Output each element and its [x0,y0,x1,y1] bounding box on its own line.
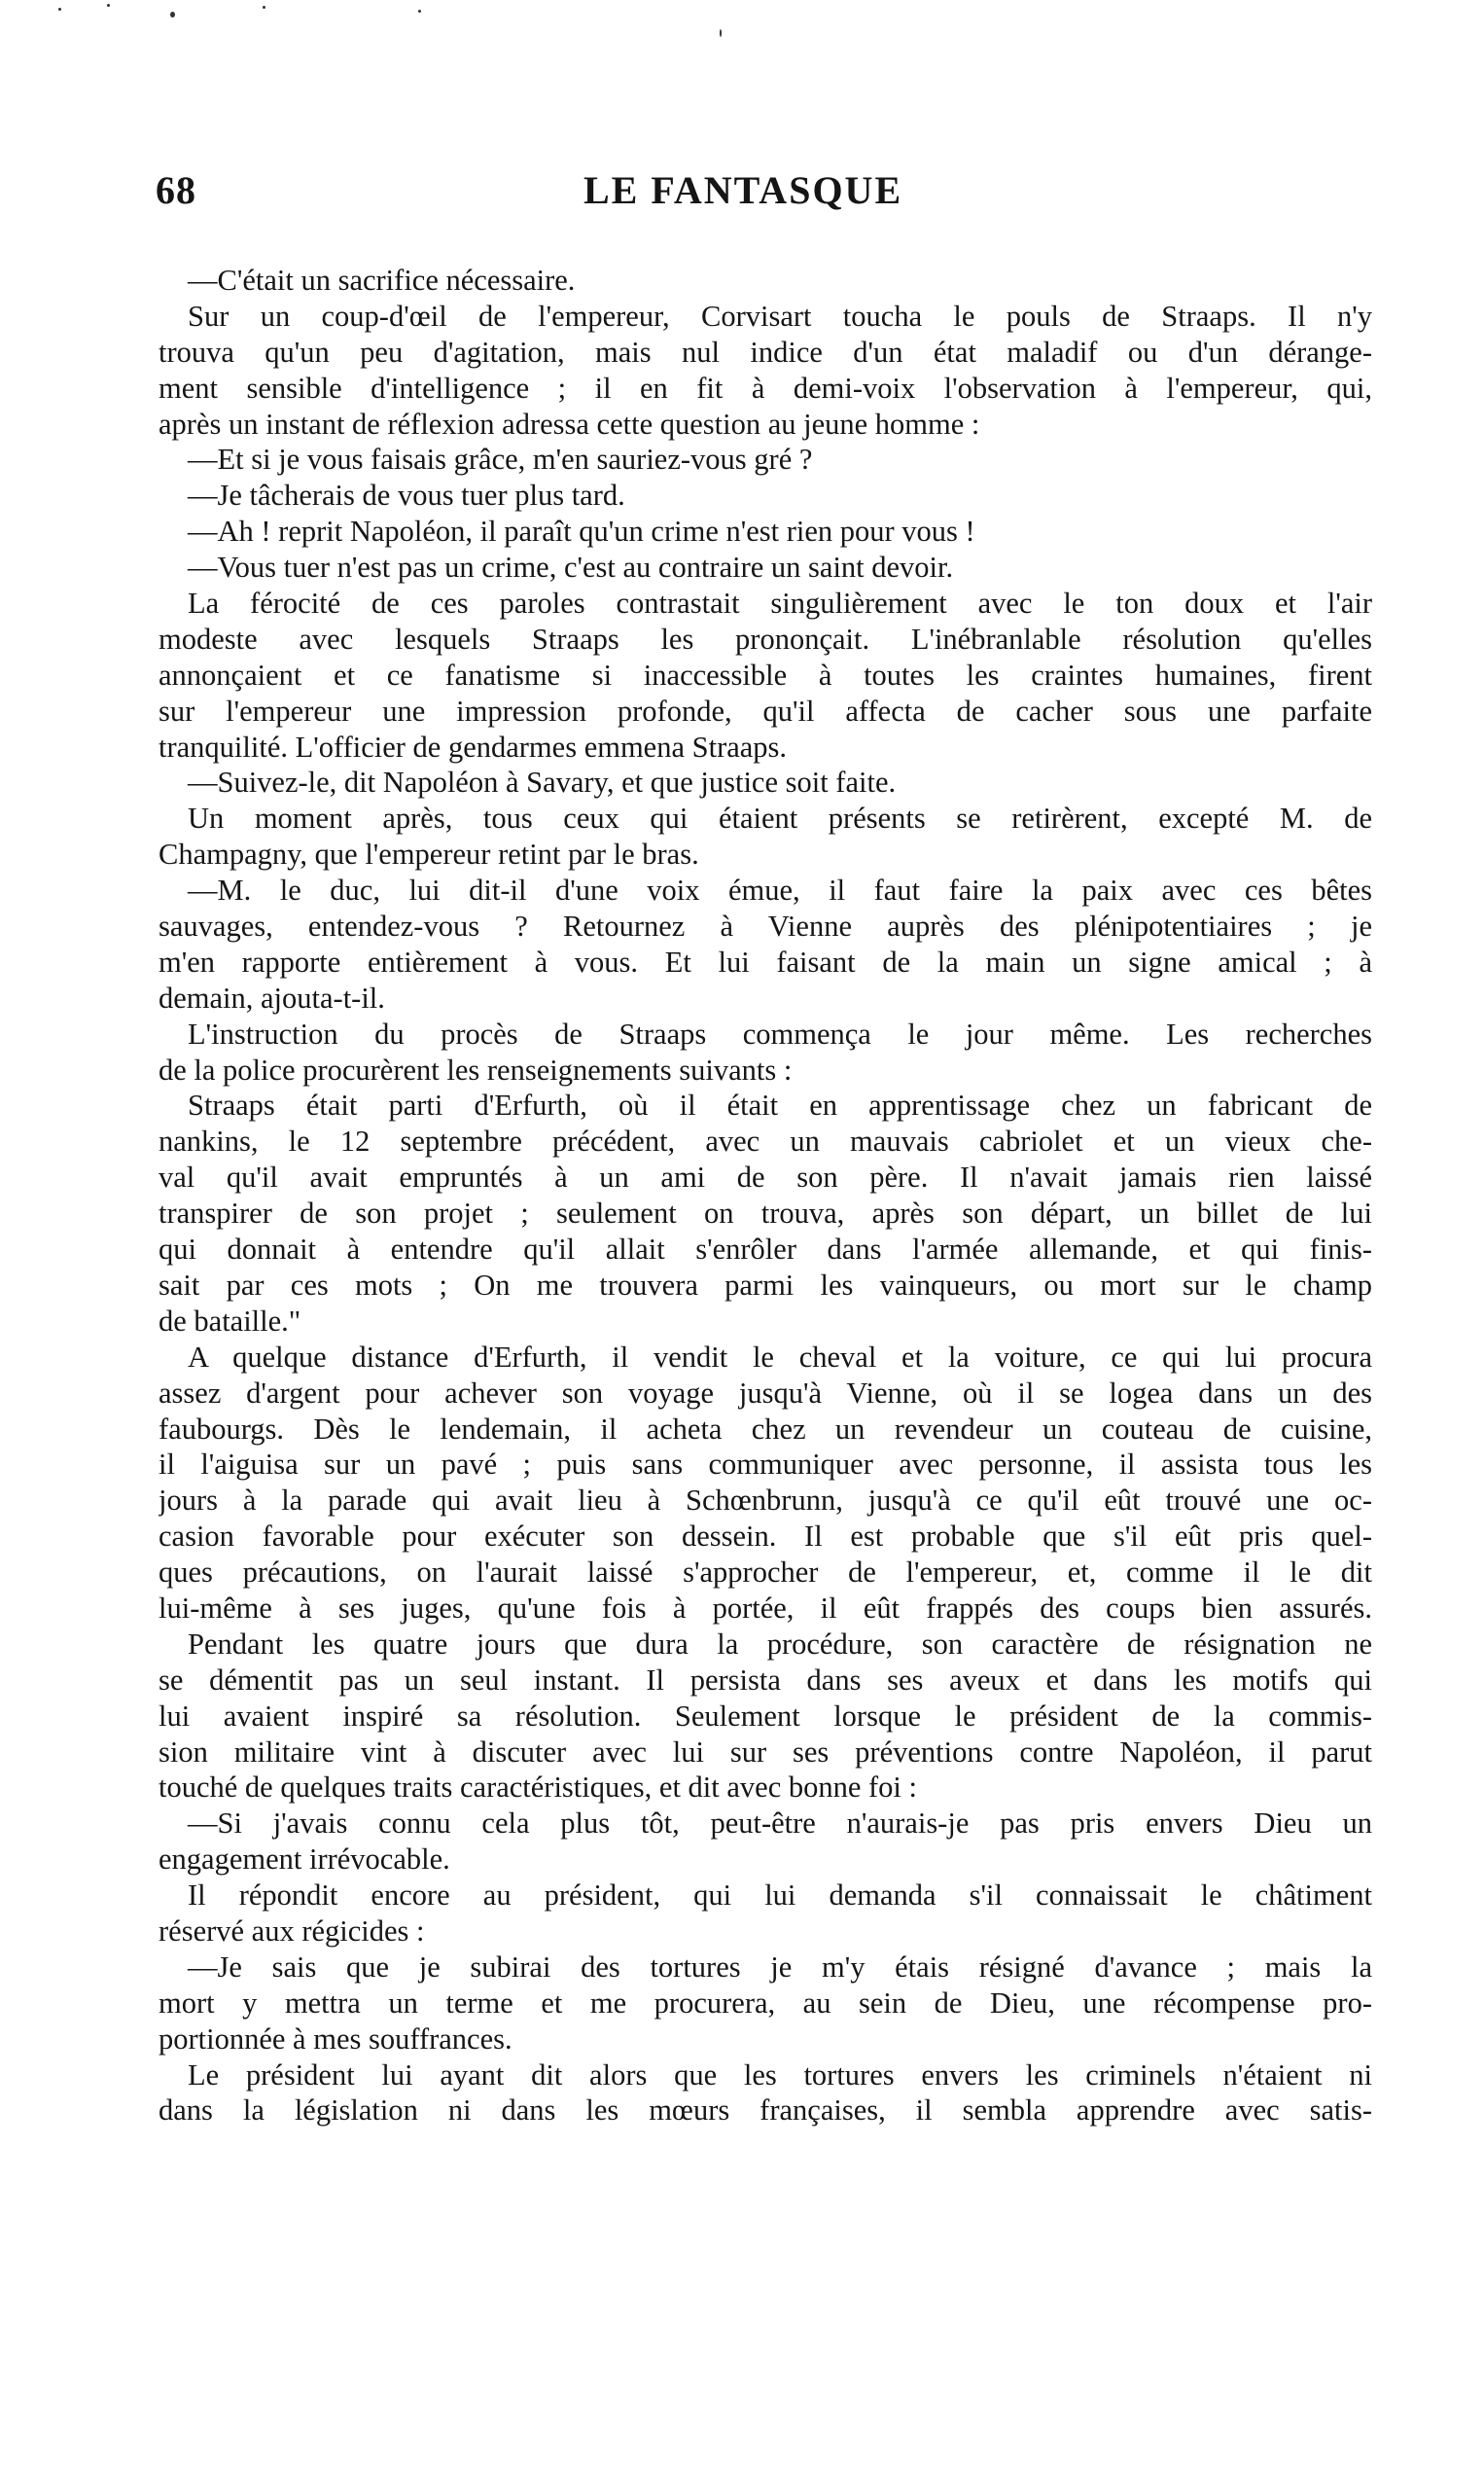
text-line: L'instruction du procès de Straaps commença le jour même. Les recherches [188,1017,1372,1051]
text-line: sait par ces mots ; On me trouvera parmi les vainqueurs, ou mort sur le champ [159,1268,1372,1302]
text-line: sion militaire vint à discuter avec lui sur ses préventions contre Napoléon, il parut [159,1735,1372,1769]
text-line: Le président lui ayant dit alors que les tortures envers les criminels n'étaient ni [188,2057,1372,2092]
text-line: lui avaient inspiré sa résolution. Seulement lorsque le président de la commis- [159,1699,1372,1733]
text-line: —Je tâcherais de vous tuer plus tard. [188,479,625,513]
text-line: La férocité de ces paroles contrastait singulièrement avec le ton doux et l'air [188,587,1372,621]
text-line: casion favorable pour exécuter son dessein. Il est probable que s'il eût pris quel- [159,1520,1372,1554]
text-line: se démentit pas un seul instant. Il persista dans ses aveux et dans les motifs qui [159,1663,1372,1697]
running-title: LE FANTASQUE [583,168,903,212]
text-line: il l'aiguisa sur un pavé ; puis sans communiquer avec personne, il assista tous les [159,1448,1372,1482]
text-line: assez d'argent pour achever son voyage jusqu'à Vienne, où il se logea dans un des [159,1376,1372,1410]
text-line: qui donnait à entendre qu'il allait s'enrôler dans l'armée allemande, et qui finis- [159,1233,1372,1267]
text-line: —Ah ! reprit Napoléon, il paraît qu'un crime n'est rien pour vous ! [188,515,975,549]
text-line: touché de quelques traits caractéristiques, et dit avec bonne foi : [159,1771,917,1805]
text-line: —M. le duc, lui dit-il d'une voix émue, il faut faire la paix avec ces bêtes [188,874,1372,908]
text-line: ment sensible d'intelligence ; il en fit à demi-voix l'observation à l'empereur, qui, [159,371,1372,405]
text-line: modeste avec lesquels Straaps les prononçait. L'inébranlable résolution qu'elles [159,622,1372,656]
page-header [156,167,1371,226]
text-line: —Vous tuer n'est pas un crime, c'est au contraire un saint devoir. [188,551,954,585]
text-line: engagement irrévocable. [159,1842,450,1877]
scan-specks [39,0,1400,58]
text-line: —Je sais que je subirai des tortures je m'y étais résigné d'avance ; mais la [188,1949,1372,1984]
text-line: Il répondit encore au président, qui lui demanda s'il connaissait le châtiment [188,1878,1372,1913]
text-line: Un moment après, tous ceux qui étaient présents se retirèrent, excepté M. de [188,802,1372,836]
text-line: transpirer de son projet ; seulement on trouva, après son départ, un billet de lui [159,1197,1372,1231]
text-line: Champagny, que l'empereur retint par le bras. [159,838,699,872]
text-line: sauvages, entendez-vous ? Retournez à Vienne auprès des plénipotentiaires ; je [159,910,1372,944]
text-line: —Si j'avais connu cela plus tôt, peut-être n'aurais-je pas pris envers Dieu un [188,1806,1372,1841]
text-line: —Suivez-le, dit Napoléon à Savary, et que justice soit faite. [188,766,897,800]
text-line: Straaps était parti d'Erfurth, où il était en apprentissage chez un fabricant de [188,1089,1372,1123]
text-line: nankins, le 12 septembre précédent, avec un mauvais cabriolet et un vieux che- [159,1125,1372,1159]
text-line: faubourgs. Dès le lendemain, il acheta chez un revendeur un couteau de cuisine, [159,1412,1372,1446]
text-line: —C'était un sacrifice nécessaire. [188,264,576,297]
text-line: mort y mettra un terme et me procurera, au sein de Dieu, une récompense pro- [159,1985,1372,2020]
text-line: m'en rapporte entièrement à vous. Et lui faisant de la main un signe amical ; à [159,945,1372,979]
text-line: A quelque distance d'Erfurth, il vendit le cheval et la voiture, ce qui lui procura [188,1340,1372,1374]
text-line: Pendant les quatre jours que dura la procédure, son caractère de résignation ne [188,1627,1372,1661]
text-line: annonçaient et ce fanatisme si inaccessible à toutes les craintes humaines, firent [159,658,1372,692]
text-line: jours à la parade qui avait lieu à Schœnbrunn, jusqu'à ce qu'il eût trouvé une oc- [159,1484,1372,1518]
text-line: ques précautions, on l'aurait laissé s'approcher de l'empereur, et, comme il le dit [159,1556,1372,1590]
text-line: sur l'empereur une impression profonde, qu'il affecta de cacher sous une parfaite [159,694,1372,728]
page-number: 68 [156,168,196,212]
body-text [159,263,1372,2128]
text-line: trouva qu'un peu d'agitation, mais nul indice d'un état maladif ou d'un dérange- [159,335,1372,369]
text-line: portionnée à mes souffrances. [159,2021,512,2056]
text-line: val qu'il avait empruntés à un ami de son père. Il n'avait jamais rien laissé [159,1161,1372,1195]
text-line: de la police procurèrent les renseignements suivants : [159,1053,793,1087]
text-line: —Et si je vous faisais grâce, m'en sauriez-vous gré ? [188,443,813,477]
text-line: tranquilité. L'officier de gendarmes emmena Straaps. [159,730,788,764]
text-line: lui-même à ses juges, qu'une fois à portée, il eût frappés des coups bien assurés. [159,1591,1372,1625]
text-line: de bataille." [159,1304,301,1338]
text-line: demain, ajouta-t-il. [159,981,385,1015]
text-line: réservé aux régicides : [159,1914,425,1948]
text-line: après un instant de réflexion adressa cette question au jeune homme : [159,407,980,441]
text-line: dans la législation ni dans les mœurs françaises, il sembla apprendre avec satis- [159,2093,1372,2128]
text-line: Sur un coup-d'œil de l'empereur, Corvisart toucha le pouls de Straaps. Il n'y [188,299,1372,333]
